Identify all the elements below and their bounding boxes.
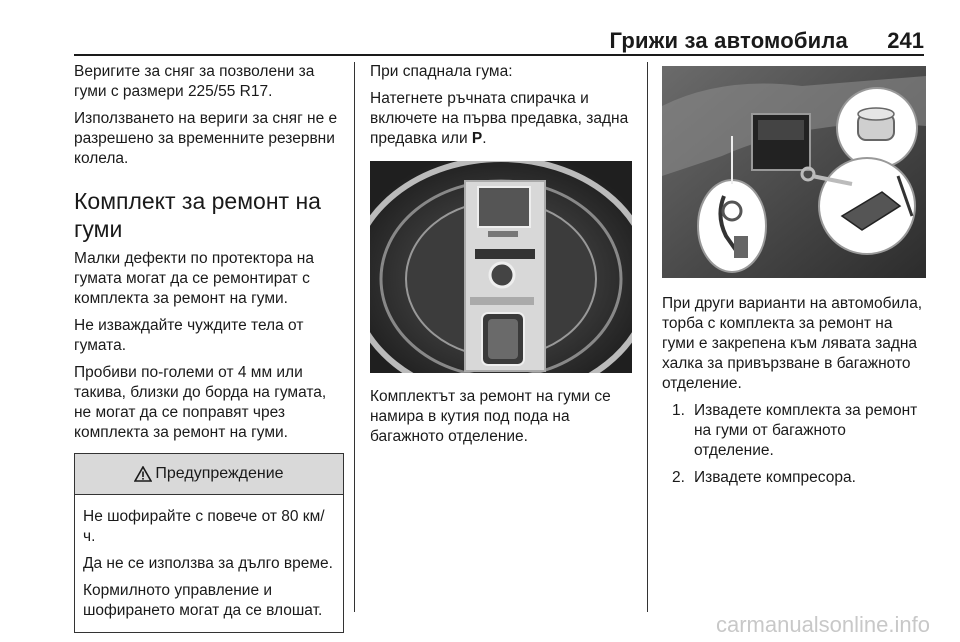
step-number: 1.	[672, 402, 685, 419]
photo-spare-wheel-well	[370, 161, 632, 373]
paragraph: Натегнете ръчната спирачка и включете на първа предавка, задна предавка или P.	[370, 90, 629, 147]
paragraph: Използването на вериги за сняг не е разрешено за временните резервни колела.	[74, 110, 338, 167]
trunk-with-repair-kit-image	[662, 66, 926, 278]
paragraph: Пробиви по-големи от 4 мм или такива, близки до борда на гумата, не могат да се поправят чрез комплекта за ремонт на гуми.	[74, 364, 327, 441]
list-item	[672, 401, 926, 461]
paragraph: Веригите за сняг за позволени за гуми с размери 225/55 R17.	[74, 63, 315, 100]
warning-text: Да не се използва за дълго време.	[83, 555, 333, 572]
warning-text: Не шофирайте с повече от 80 км/ч.	[83, 508, 325, 545]
step-text: Извадете комплекта за ремонт на гуми от багажното отделение.	[694, 402, 918, 459]
column-divider-1	[354, 62, 355, 612]
paragraph: Малки дефекти по протектора на гумата могат да се ремонтират с комплекта за ремонт на гуми.	[74, 250, 314, 307]
header-divider	[74, 54, 924, 56]
step-text: Извадете компресора.	[694, 469, 856, 486]
section-title: Грижи за автомобила	[609, 28, 848, 53]
page-header	[0, 0, 960, 56]
warning-body	[75, 495, 343, 632]
watermark: carmanualsonline.info	[715, 612, 930, 637]
warning-box	[74, 453, 344, 633]
list-item	[672, 468, 926, 488]
image-caption: Комплектът за ремонт на гуми се намира в кутия под пода на багажното отделение.	[370, 388, 611, 445]
paragraph: При други варианти на автомобила, торба с комплекта за ремонт на гуми е закрепена към лявата задна халка за привързване в багажното отделение.	[662, 295, 923, 392]
page-number: 241	[887, 28, 924, 53]
column-3	[662, 62, 926, 495]
paragraph: При спаднала гума:	[370, 63, 513, 80]
warning-triangle-icon	[134, 466, 152, 482]
section-heading: Комплект за ремонт на гуми	[74, 188, 321, 242]
tyre-repair-kit-under-floor-image	[370, 161, 632, 373]
paragraph: Не изваждайте чуждите тела от гумата.	[74, 317, 304, 354]
steps-list	[662, 401, 926, 488]
warning-title: Предупреждение	[155, 465, 284, 482]
warning-text: Кормилното управление и шофирането могат да се влошат.	[83, 582, 323, 619]
column-divider-2	[647, 62, 648, 612]
step-number: 2.	[672, 469, 685, 486]
photo-trunk-kit-bag	[662, 66, 926, 278]
warning-header	[75, 454, 343, 495]
column-1	[74, 62, 344, 633]
column-2	[370, 62, 634, 454]
gear-p-label: P	[471, 130, 483, 147]
